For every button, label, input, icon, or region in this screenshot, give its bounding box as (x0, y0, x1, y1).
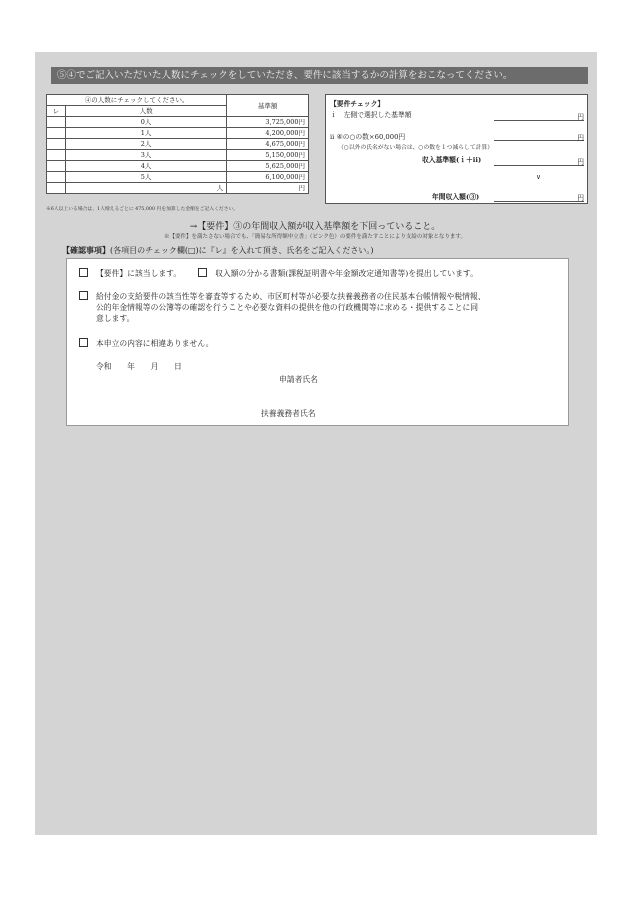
supporter-name-label: 扶養義務者氏名 (261, 409, 316, 418)
row-people: 0人 (66, 117, 227, 128)
check-i-yen: 円 (577, 113, 584, 121)
check-ii-note: （○以外の氏名がない場合は、○の数を１つ減らして計算） (338, 145, 494, 151)
row-amount: 5,625,000円 (227, 161, 309, 172)
row-people: 3人 (66, 150, 227, 161)
row-checkbox[interactable] (47, 128, 66, 139)
annual-income-field[interactable] (494, 200, 584, 202)
requirement-statement: →【要件】③の年間収入額が収入基準額を下回っていること。 (189, 222, 441, 232)
table-row (47, 117, 309, 128)
row-people: 2人 (66, 139, 227, 150)
check-ii-yen: 円 (577, 134, 584, 142)
confirm-heading-instruction: (各項目のチェック欄(□)に『レ』を入れて頂き、氏名をご記入ください。) (110, 246, 374, 255)
row-amount: 5,150,000円 (227, 150, 309, 161)
check-ii-label: ii ④の○の数×60,000円 (330, 133, 406, 141)
confirm-item-1b-text: 収入額の分かる書類(課税証明書や年金額改定通知書等)を提出しています。 (215, 269, 478, 278)
income-base-yen: 円 (577, 158, 584, 166)
table-row (47, 183, 309, 194)
table-row (47, 128, 309, 139)
row-people: 5人 (66, 172, 227, 183)
check-i-field[interactable] (494, 119, 584, 121)
table-header-base: 基準額 (227, 95, 309, 117)
row-checkbox[interactable] (47, 161, 66, 172)
confirm-heading (62, 245, 373, 256)
checkbox-income-document[interactable] (198, 268, 207, 277)
base-amount-table (46, 94, 309, 194)
check-i-label: ｉ 左側で選択した基準額 (330, 111, 412, 119)
table-row (47, 172, 309, 183)
confirm-item-2-line2: 公的年金情報等の公簿等の確認を行うことや必要な資料の提供を他の行政機関等に求める・提供することに同 (96, 303, 479, 312)
table-footnote: ※6人以上いる場合は、1人増えるごとに 475,000 円を加算した金額をご記入ください。 (46, 207, 239, 212)
check-ii-field[interactable] (494, 139, 584, 141)
table-row (47, 150, 309, 161)
confirm-item-2-line3: 意します。 (96, 314, 135, 323)
confirm-item-1 (79, 268, 478, 279)
compare-symbol: ∨ (536, 173, 541, 181)
row-amount: 3,725,000円 (227, 117, 309, 128)
row-amount: 4,200,000円 (227, 128, 309, 139)
annual-income-yen: 円 (577, 194, 584, 202)
applicant-name-label: 申請者氏名 (279, 375, 318, 384)
row-checkbox[interactable] (47, 117, 66, 128)
table-row (47, 139, 309, 150)
table-header-check: レ (47, 106, 66, 117)
date-field[interactable]: 令和 年 月 日 (96, 362, 182, 371)
checkbox-no-discrepancy[interactable] (79, 338, 88, 347)
table-row (47, 161, 309, 172)
annual-income-label: 年間収入額(③) (432, 193, 480, 201)
confirm-item-3-text: 本申立の内容に相違ありません。 (96, 339, 214, 348)
row-checkbox[interactable] (47, 139, 66, 150)
table-header-instruction: ④の人数にチェックしてください。 (47, 95, 227, 106)
checkbox-requirement[interactable] (79, 268, 88, 277)
row-checkbox[interactable] (47, 183, 66, 194)
row-people-input[interactable]: 人 (66, 183, 227, 194)
confirm-heading-title: 【確認事項】 (62, 245, 110, 255)
confirm-box (66, 258, 569, 426)
confirm-item-2 (79, 291, 486, 302)
income-base-field[interactable] (494, 164, 584, 166)
row-amount-input[interactable]: 円 (227, 183, 309, 194)
check-title: 【要件チェック】 (330, 100, 385, 108)
row-people: 1人 (66, 128, 227, 139)
row-amount: 4,675,000円 (227, 139, 309, 150)
row-amount: 6,100,000円 (227, 172, 309, 183)
requirement-check-box (325, 94, 588, 204)
row-checkbox[interactable] (47, 150, 66, 161)
confirm-item-1a-text: 【要件】に該当します。 (96, 269, 182, 278)
checkbox-consent[interactable] (79, 291, 88, 300)
requirement-note: ※【要件】を満たさない場合でも、「簡易な所得額申立書」（ピンク色）の要件を満たすことにより支給の対象となります。 (164, 234, 466, 240)
confirm-item-3 (79, 338, 213, 349)
income-base-label: 収入基準額(ｉ＋ii) (422, 156, 482, 164)
row-people: 4人 (66, 161, 227, 172)
instruction-banner: ⑤④でご記入いただいた人数にチェックをしていただき、要件に該当するかの計算をおこなってください。 (51, 67, 588, 84)
confirm-item-2-line1: 給付金の支給要件の該当性等を審査等するため、市区町村等が必要な扶養義務者の住民基本台帳情報や税情報、 (96, 292, 486, 301)
table-header-people: 人数 (66, 106, 227, 117)
row-checkbox[interactable] (47, 172, 66, 183)
